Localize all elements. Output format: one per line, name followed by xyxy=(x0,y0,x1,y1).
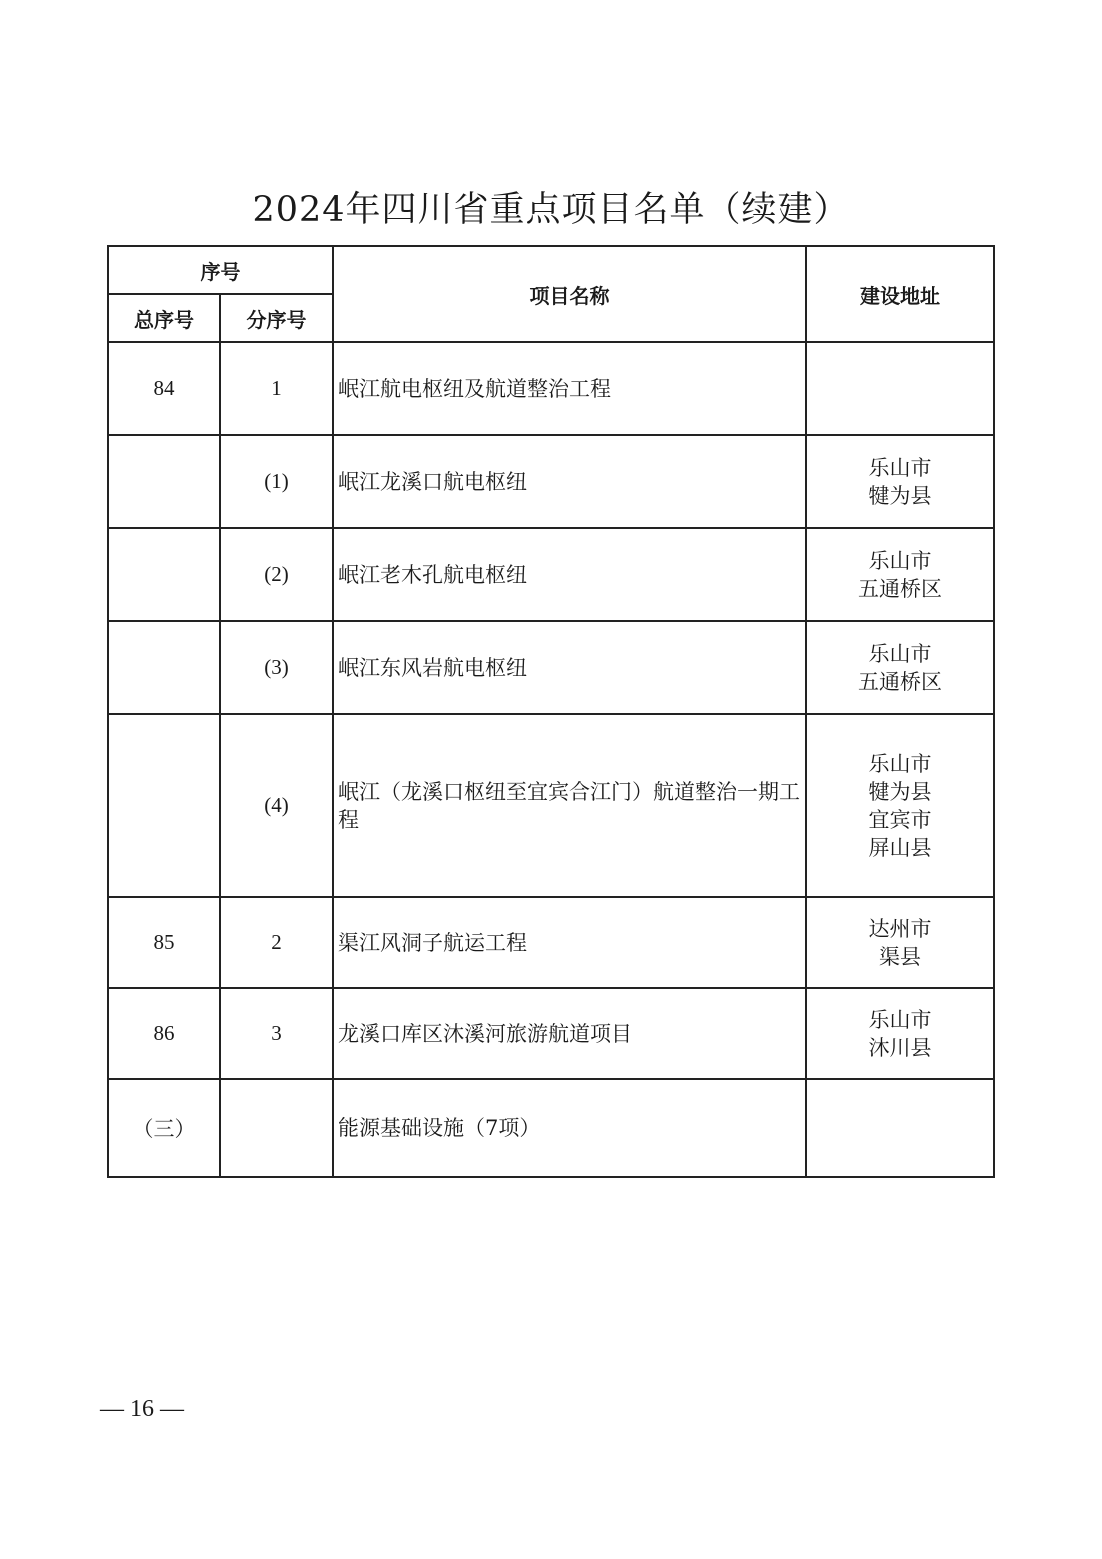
project-name-cell: 岷江龙溪口航电枢纽 xyxy=(333,435,806,528)
table-row xyxy=(108,528,994,621)
project-name-cell: 龙溪口库区沐溪河旅游航道项目 xyxy=(333,988,806,1079)
table-row xyxy=(108,714,994,897)
sub-seq-cell: (3) xyxy=(220,621,333,714)
address-line: 犍为县 xyxy=(868,779,932,804)
sub-seq-cell xyxy=(220,1079,333,1177)
table-row xyxy=(108,435,994,528)
address-line: 乐山市 xyxy=(868,641,932,666)
address-line: 乐山市 xyxy=(868,455,932,480)
address-line: 五通桥区 xyxy=(858,576,942,601)
header-seq: 序号 xyxy=(108,246,333,294)
project-name-cell: 岷江（龙溪口枢纽至宜宾合江门）航道整治一期工程 xyxy=(333,714,806,897)
total-seq-cell xyxy=(108,621,220,714)
header-sub-seq: 分序号 xyxy=(220,294,333,342)
address-line: 犍为县 xyxy=(868,483,932,508)
project-name-cell: 渠江风洞子航运工程 xyxy=(333,897,806,988)
project-name-cell: 岷江东风岩航电枢纽 xyxy=(333,621,806,714)
address-line: 乐山市 xyxy=(868,751,932,776)
table-row xyxy=(108,621,994,714)
address-cell xyxy=(806,988,994,1079)
sub-seq-cell: 1 xyxy=(220,342,333,435)
sub-seq-cell: (4) xyxy=(220,714,333,897)
table-row xyxy=(108,988,994,1079)
address-line: 乐山市 xyxy=(868,548,932,573)
table-row xyxy=(108,342,994,435)
address-line: 屏山县 xyxy=(868,835,932,860)
header-address: 建设地址 xyxy=(806,246,994,342)
address-cell xyxy=(806,435,994,528)
address-cell xyxy=(806,1079,994,1177)
page-number: — 16 — xyxy=(100,1396,184,1422)
total-seq-cell: （三） xyxy=(108,1079,220,1177)
address-cell xyxy=(806,714,994,897)
table-row xyxy=(108,897,994,988)
sub-seq-cell: 3 xyxy=(220,988,333,1079)
project-table xyxy=(107,245,995,1178)
address-cell xyxy=(806,897,994,988)
project-name-cell: 岷江航电枢纽及航道整治工程 xyxy=(333,342,806,435)
total-seq-cell: 85 xyxy=(108,897,220,988)
header-project-name: 项目名称 xyxy=(333,246,806,342)
total-seq-cell: 84 xyxy=(108,342,220,435)
total-seq-cell xyxy=(108,435,220,528)
address-line: 乐山市 xyxy=(868,1007,932,1032)
header-total-seq: 总序号 xyxy=(108,294,220,342)
total-seq-cell: 86 xyxy=(108,988,220,1079)
address-line: 沐川县 xyxy=(868,1035,932,1060)
address-line: 五通桥区 xyxy=(858,669,942,694)
table-row xyxy=(108,1079,994,1177)
project-name-cell: 岷江老木孔航电枢纽 xyxy=(333,528,806,621)
sub-seq-cell: 2 xyxy=(220,897,333,988)
total-seq-cell xyxy=(108,528,220,621)
total-seq-cell xyxy=(108,714,220,897)
address-cell xyxy=(806,621,994,714)
address-line: 宜宾市 xyxy=(868,807,932,832)
sub-seq-cell: (1) xyxy=(220,435,333,528)
page-title: 2024年四川省重点项目名单（续建） xyxy=(252,190,850,230)
sub-seq-cell: (2) xyxy=(220,528,333,621)
address-line: 渠县 xyxy=(879,944,921,969)
project-name-cell: 能源基础设施（7项） xyxy=(333,1079,806,1177)
address-line: 达州市 xyxy=(868,916,932,941)
address-cell xyxy=(806,342,994,435)
address-cell xyxy=(806,528,994,621)
